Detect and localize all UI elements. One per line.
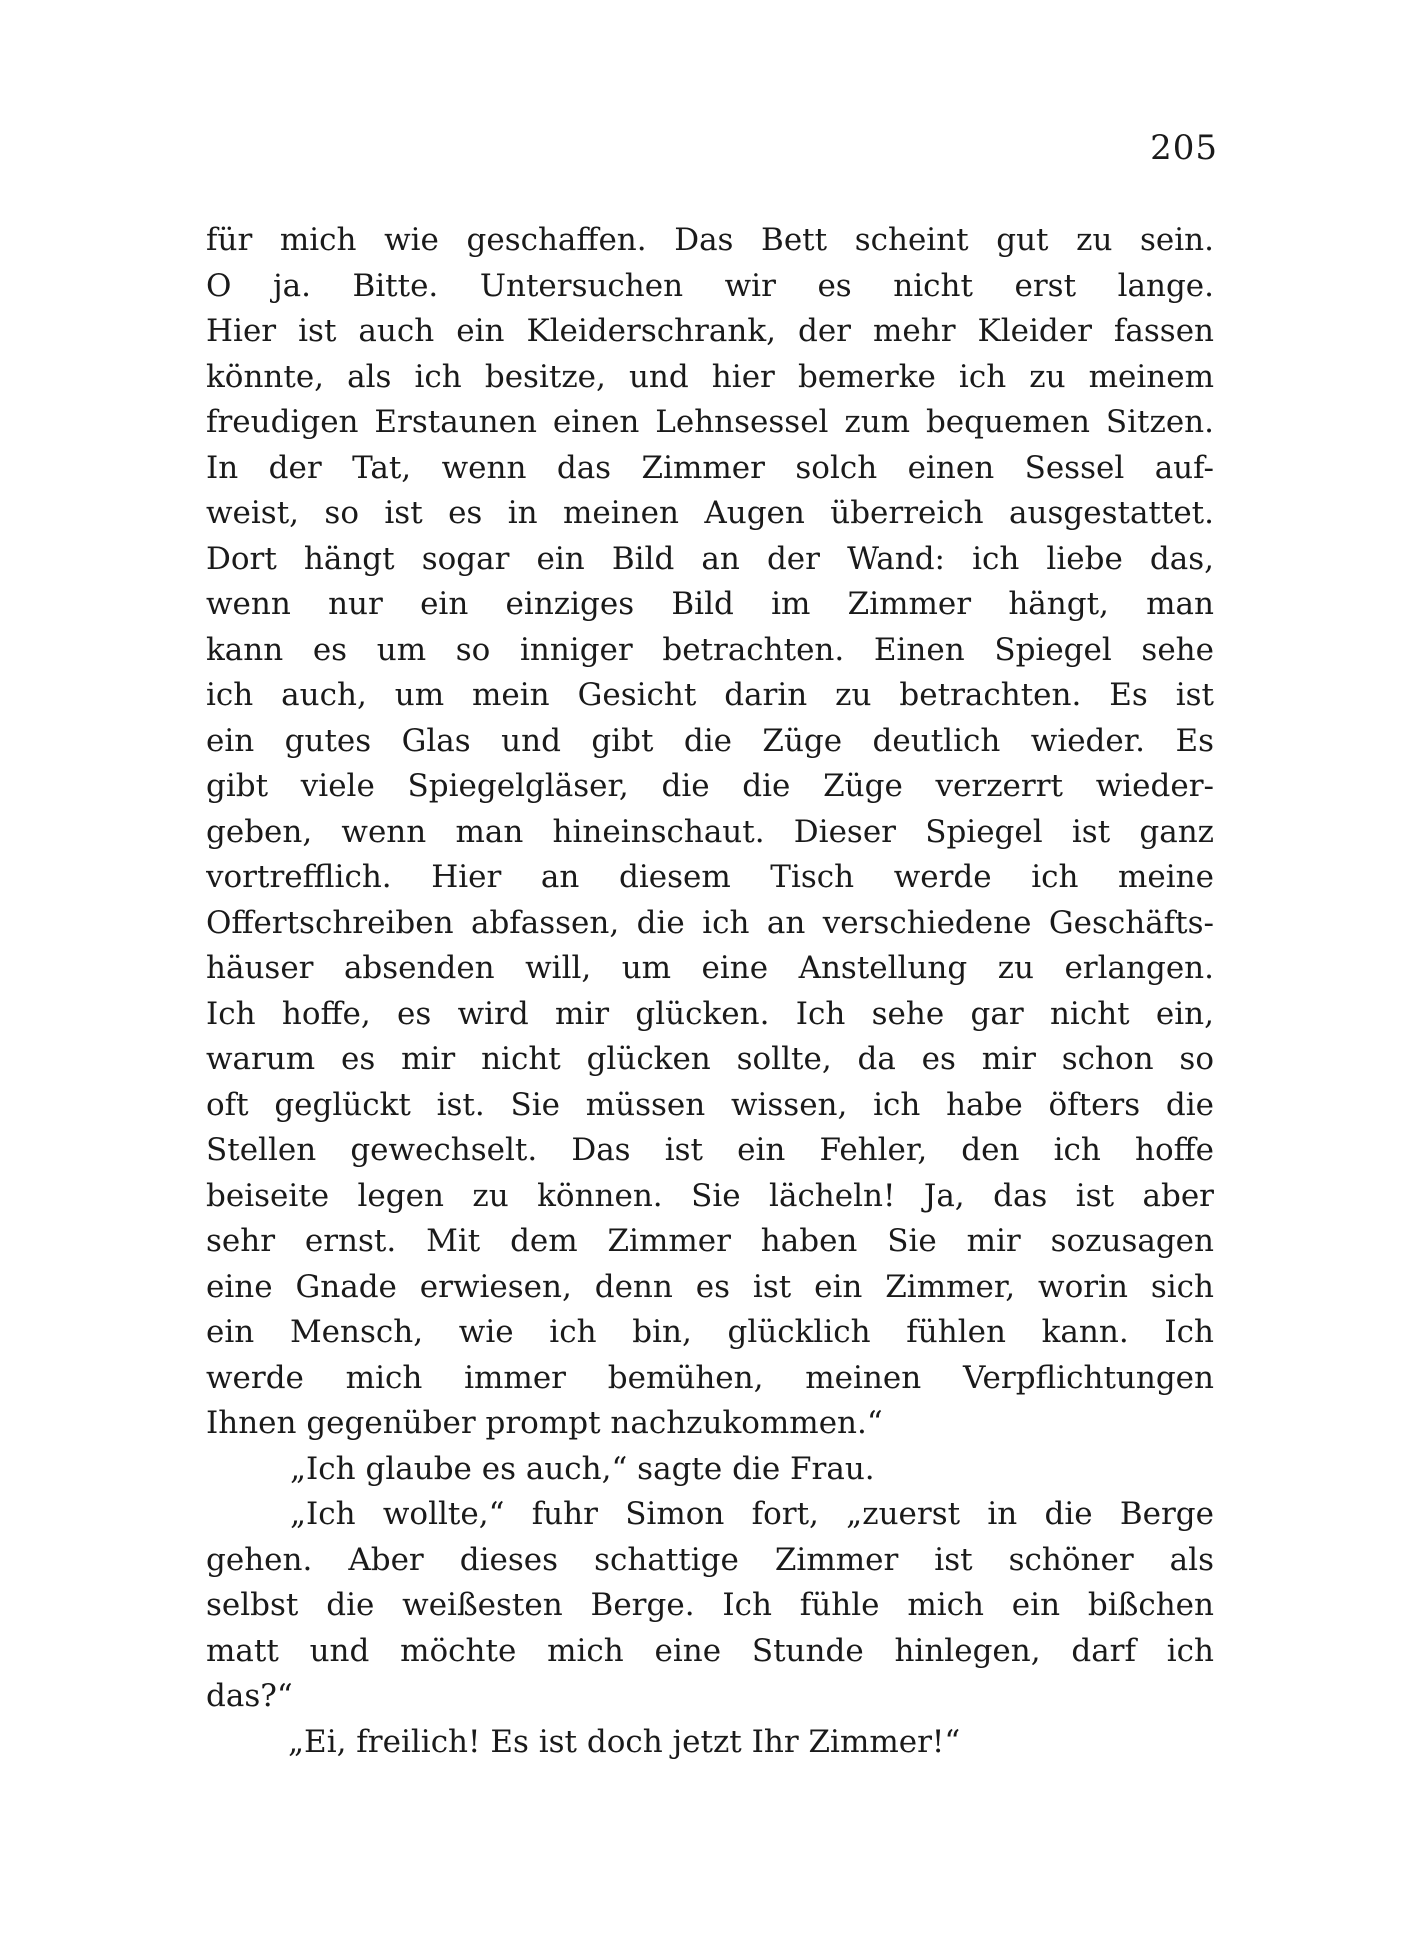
text-line: freudigen Erstaunen einen Lehnsessel zum bequemen Sitzen. xyxy=(206,404,1214,440)
text-line: beiseite legen zu können. Sie lächeln! Ja, das ist aber xyxy=(206,1177,1214,1214)
text-line: Stellen gewechselt. Das ist ein Fehler, den ich hoffe xyxy=(206,1132,1214,1168)
text-line: für mich wie geschaffen. Das Bett scheint gut zu sein. xyxy=(206,222,1214,258)
text-line: weist, so ist es in meinen Augen überreich ausgestattet. xyxy=(206,495,1214,531)
text-line: ein gutes Glas und gibt die Züge deutlich wieder. Es xyxy=(206,722,1214,759)
body-text xyxy=(206,218,1214,1765)
text-line: In der Tat, wenn das Zimmer solch einen Sessel auf- xyxy=(206,449,1214,486)
page-number: 205 xyxy=(1150,128,1218,168)
text-line: Ich hoffe, es wird mir glücken. Ich sehe gar nicht ein, xyxy=(206,995,1214,1032)
text-line: oft geglückt ist. Sie müssen wissen, ich habe öfters die xyxy=(206,1086,1214,1123)
text-line: Dort hängt sogar ein Bild an der Wand: ich liebe das, xyxy=(206,540,1214,577)
text-line: matt und möchte mich eine Stunde hinlegen, darf ich xyxy=(206,1632,1214,1669)
text-line: eine Gnade erwiesen, denn es ist ein Zimmer, worin sich xyxy=(206,1268,1214,1305)
text-line: „Ich wollte,“ fuhr Simon fort, „zuerst in die Berge xyxy=(290,1496,1214,1532)
text-line: gibt viele Spiegelgläser, die die Züge verzerrt wieder- xyxy=(206,768,1214,804)
text-line: sehr ernst. Mit dem Zimmer haben Sie mir sozusagen xyxy=(206,1223,1214,1259)
text-line: ich auch, um mein Gesicht darin zu betrachten. Es ist xyxy=(206,677,1214,713)
text-line: geben, wenn man hineinschaut. Dieser Spiegel ist ganz xyxy=(206,813,1214,850)
text-line: O ja. Bitte. Untersuchen wir es nicht erst lange. xyxy=(206,267,1214,304)
text-line: kann es um so inniger betrachten. Einen Spiegel sehe xyxy=(206,631,1214,668)
text-line: warum es mir nicht glücken sollte, da es mir schon so xyxy=(206,1041,1214,1077)
text-line: „Ei, freilich! Es ist doch jetzt Ihr Zimmer!“ xyxy=(288,1723,961,1760)
text-line: Offertschreiben abfassen, die ich an verschiedene Geschäfts- xyxy=(206,904,1214,941)
text-line: werde mich immer bemühen, meinen Verpflichtungen xyxy=(206,1359,1214,1396)
text-line: ein Mensch, wie ich bin, glücklich fühlen kann. Ich xyxy=(206,1314,1214,1350)
text-line: gehen. Aber dieses schattige Zimmer ist schöner als xyxy=(206,1541,1214,1578)
text-line: selbst die weißesten Berge. Ich fühle mich ein bißchen xyxy=(206,1587,1214,1623)
text-line: könnte, als ich besitze, und hier bemerke ich zu meinem xyxy=(206,358,1214,395)
text-line: Ihnen gegenüber prompt nachzukommen.“ xyxy=(206,1405,883,1441)
text-line: Hier ist auch ein Kleiderschrank, der mehr Kleider fassen xyxy=(206,313,1214,349)
text-line: „Ich glaube es auch,“ sagte die Frau. xyxy=(290,1450,875,1487)
text-line: das?“ xyxy=(206,1678,293,1714)
text-line: häuser absenden will, um eine Anstellung zu erlangen. xyxy=(206,950,1214,986)
text-line: vortrefflich. Hier an diesem Tisch werde ich meine xyxy=(206,859,1214,895)
text-line: wenn nur ein einziges Bild im Zimmer hängt, man xyxy=(206,586,1214,622)
